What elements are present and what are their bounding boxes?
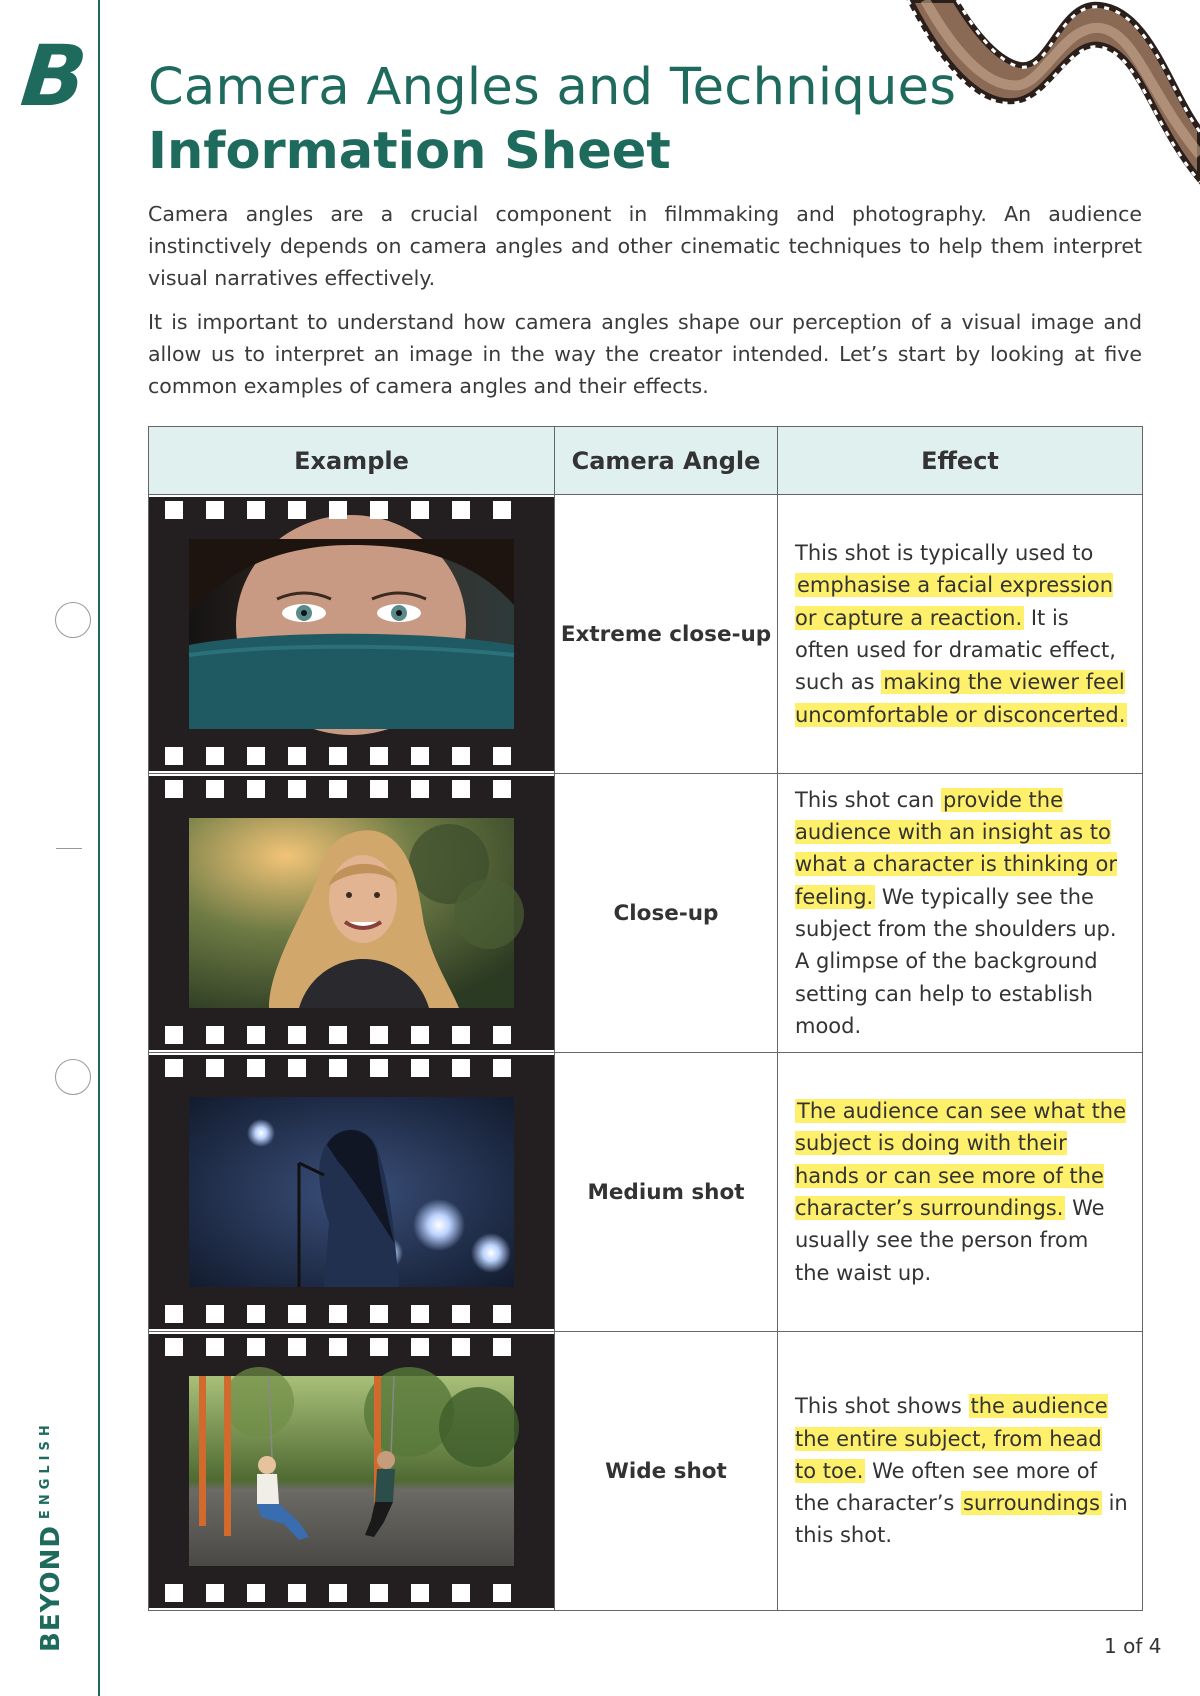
photo-smiling-woman [149, 774, 554, 1052]
effect-text: in this shot. [795, 1491, 1128, 1548]
camera-angles-table [148, 426, 1143, 1611]
photo-singer-stage [149, 1053, 554, 1331]
effect-text: We usually see the person from the waist up. [795, 1196, 1105, 1285]
effect-text: We typically see the subject from the shoulders up. A glimpse of the background setting can help to establish mood. [795, 884, 1117, 1038]
highlighted-text: making the viewer feel uncomfortable or disconcerted. [795, 670, 1126, 727]
example-cell [149, 774, 555, 1053]
effect-description [778, 1053, 1143, 1332]
photo-woman-eyes [149, 495, 554, 773]
effect-description [778, 1332, 1143, 1611]
intro-paragraph: It is important to understand how camera angles shape our perception of a visual image and allow us to interpret an image in the way the creator intended. Let’s start by looking at five common examples of camera angles and their effects. [148, 310, 1142, 398]
highlighted-text: surroundings [963, 1491, 1100, 1516]
example-cell [149, 1332, 555, 1611]
table-row [149, 774, 1143, 1053]
photo-women-swings [149, 1332, 554, 1610]
fold-mark [56, 848, 82, 849]
brand-logo: B [16, 27, 88, 125]
brand-word-beyond: BEYOND [36, 1525, 66, 1652]
brand-word-english: ENGLISH [38, 1420, 53, 1520]
page-title-line1: Camera Angles and Techniques [148, 58, 957, 117]
example-cell [149, 495, 555, 774]
example-cell [149, 1053, 555, 1332]
page-title-line2: Information Sheet [148, 122, 671, 181]
page-number: 1 of 4 [1104, 1634, 1162, 1658]
vertical-brand [36, 1420, 66, 1652]
effect-text: It is often used for dramatic effect, such as [795, 605, 1116, 695]
margin-line [98, 0, 100, 1696]
punch-hole [55, 1059, 91, 1095]
camera-angle-name: Medium shot [555, 1053, 778, 1332]
camera-angle-name: Extreme close-up [555, 495, 778, 774]
header-effect: Effect [778, 427, 1143, 495]
effect-text: We often see more of the character’s [795, 1458, 1098, 1516]
header-example: Example [149, 427, 555, 495]
table-row [149, 495, 1143, 774]
effect-description [778, 495, 1143, 774]
highlighted-text: The audience can see what the subject is doing with their hands or can see more of the character’s surroundings. [795, 1099, 1127, 1220]
highlighted-text: emphasise a facial expression or capture a reaction. [795, 573, 1114, 630]
header-camera-angle: Camera Angle [555, 427, 778, 495]
camera-angle-name: Wide shot [555, 1332, 778, 1611]
effect-text: This shot shows [795, 1394, 969, 1419]
table-header-row [149, 427, 1143, 495]
effect-text: This shot can [795, 787, 941, 812]
table-row [149, 1332, 1143, 1611]
punch-hole [55, 602, 91, 638]
table-row [149, 1053, 1143, 1332]
camera-angle-name: Close-up [555, 774, 778, 1053]
highlighted-text: the audience the entire subject, from head to toe. [795, 1394, 1108, 1483]
intro-paragraph: Camera angles are a crucial component in filmmaking and photography. An audience instinctively depends on camera angles and other cinematic techniques to help them interpret visual narratives effectively. [148, 202, 1142, 290]
effect-text: This shot is typically used to [795, 541, 1094, 566]
effect-description [778, 774, 1143, 1053]
highlighted-text: provide the audience with an insight as to what a character is thinking or feeling. [795, 787, 1117, 909]
